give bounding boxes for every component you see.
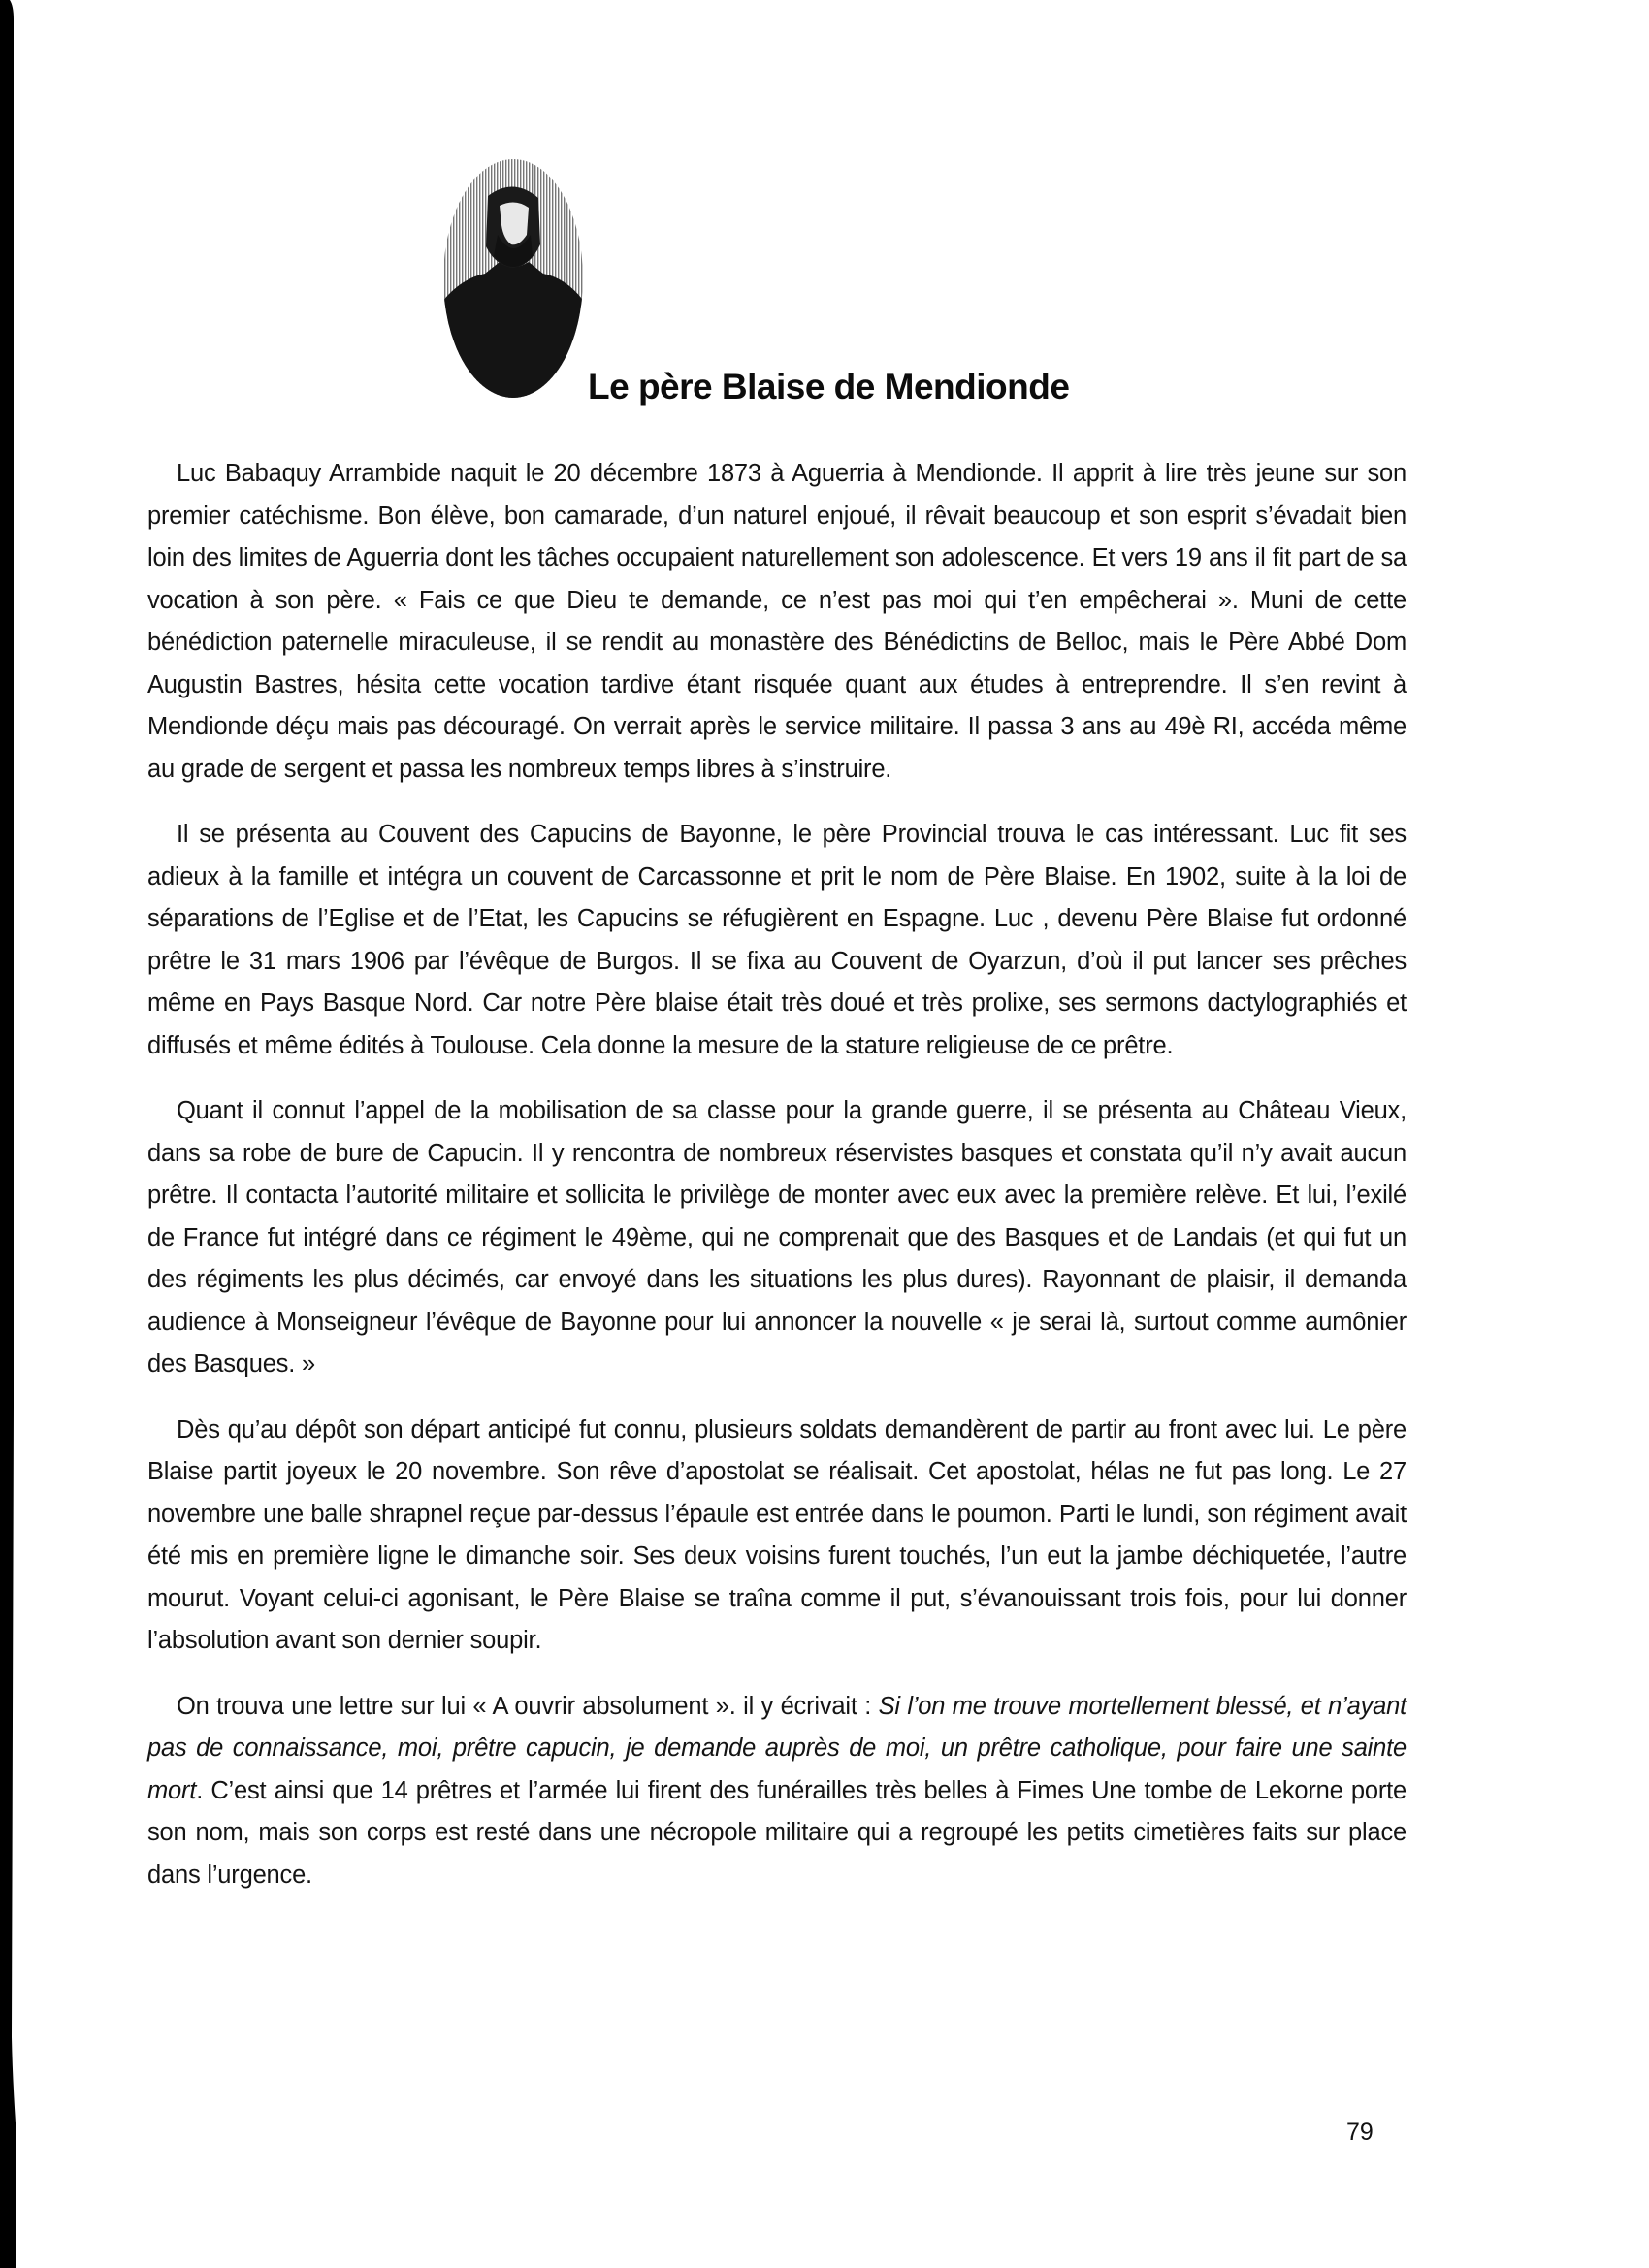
article-title: Le père Blaise de Mendionde [588, 367, 1070, 406]
paragraph-mobilisation: Quant il connut l’appel de la mobilisation de sa classe pour la grande guerre, il se présenta au Château Vieux, dans sa robe de bure de Capucin. Il y rencontra de nombreux réservistes basques et constata qu’il n’y avait aucun prêtre. Il contacta l’autorité militaire et sollicita le privilège de monter avec eux avec la première relève. Et lui, l’exilé de France fut intégré dans ce régiment le 49ème, qui ne comprenait que des Basques et de Landais (et qui fut un des régiments les plus décimés, car envoyé dans les situations les plus dures). Rayonnant de plaisir, il demanda audience à Monseigneur l’évêque de Bayonne pour lui annoncer la nouvelle « je serai là, surtout comme aumônier des Basques. » [147, 1097, 1406, 1377]
paragraph-capuchin-ordination: Il se présenta au Couvent des Capucins de Bayonne, le père Provincial trouva le cas intéressant. Luc fit ses adieux à la famille et intégra un couvent de Carcassonne et prit le nom de Père Blaise. En 1902, suite à la loi de séparations de l’Eglise et de l’Etat, les Capucins se réfugièrent en Espagne. Luc , devenu Père Blaise fut ordonné prêtre le 31 mars 1906 par l’évêque de Burgos. Il se fixa au Couvent de Oyarzun, d’où il put lancer ses prêches même en Pays Basque Nord. Car notre Père blaise était très doué et très prolixe, ses sermons dactylographiés et diffusés et même édités à Toulouse. Cela donne la mesure de la stature religieuse de ce prêtre. [147, 821, 1406, 1059]
paragraph-letter-funeral [147, 1686, 1406, 1897]
funeral-text: . C’est ainsi que 14 prêtres et l’armée lui firent des funérailles très belles à Fimes Une tombe de Lekorne porte son nom, mais son corps est resté dans une nécropole militaire qui a regroupé les petits cimetières faits sur place dans l’urgence. [147, 1776, 1406, 1889]
letter-quote-italic: Si l’on me trouve mortellement blessé, et n’ayant pas de connaissance, moi, prêtre capucin, je demande auprès de moi, un prêtre catholique, pour faire une sainte mort [147, 1692, 1406, 1804]
portrait-photo [441, 157, 585, 400]
letter-intro-text: On trouva une lettre sur lui « A ouvrir absolument ». il y écrivait : [177, 1692, 879, 1720]
page-number: 79 [1346, 2119, 1374, 2146]
paragraph-death-at-front: Dès qu’au dépôt son départ anticipé fut connu, plusieurs soldats demandèrent de partir au front avec lui. Le père Blaise partit joyeux le 20 novembre. Son rêve d’apostolat se réalisait. Cet apostolat, hélas ne fut pas long. Le 27 novembre une balle shrapnel reçue par-dessus l’épaule est entrée dans le poumon. Parti le lundi, son régiment avait été mis en première ligne le dimanche soir. Ses deux voisins furent touchés, l’un eut la jambe déchiquetée, l’autre mourut. Voyant celui-ci agonisant, le Père Blaise se traîna comme il put, s’évanouissant trois fois, pour lui donner l’absolution avant son dernier soupir. [147, 1415, 1406, 1654]
article-body [147, 453, 1406, 1920]
scan-border-edge [0, 0, 16, 2268]
paragraph-birth-vocation: Luc Babaquy Arrambide naquit le 20 décembre 1873 à Aguerria à Mendionde. Il apprit à lire très jeune sur son premier catéchisme. Bon élève, bon camarade, d’un naturel enjoué, il rêvait beaucoup et son esprit s’évadait bien loin des limites de Aguerria dont les tâches occupaient naturellement son adolescence. Et vers 19 ans il fit part de sa vocation à son père. « Fais ce que Dieu te demande, ce n’est pas moi qui t’en empêcherai ». Muni de cette bénédiction paternelle miraculeuse, il se rendit au monastère des Bénédictins de Belloc, mais le Père Abbé Dom Augustin Bastres, hésita cette vocation tardive étant risquée quant aux études à entreprendre. Il s’en revint à Mendionde déçu mais pas découragé. On verrait après le service militaire. Il passa 3 ans au 49è RI, accéda même au grade de sergent et passa les nombreux temps libres à s’instruire. [147, 460, 1406, 783]
